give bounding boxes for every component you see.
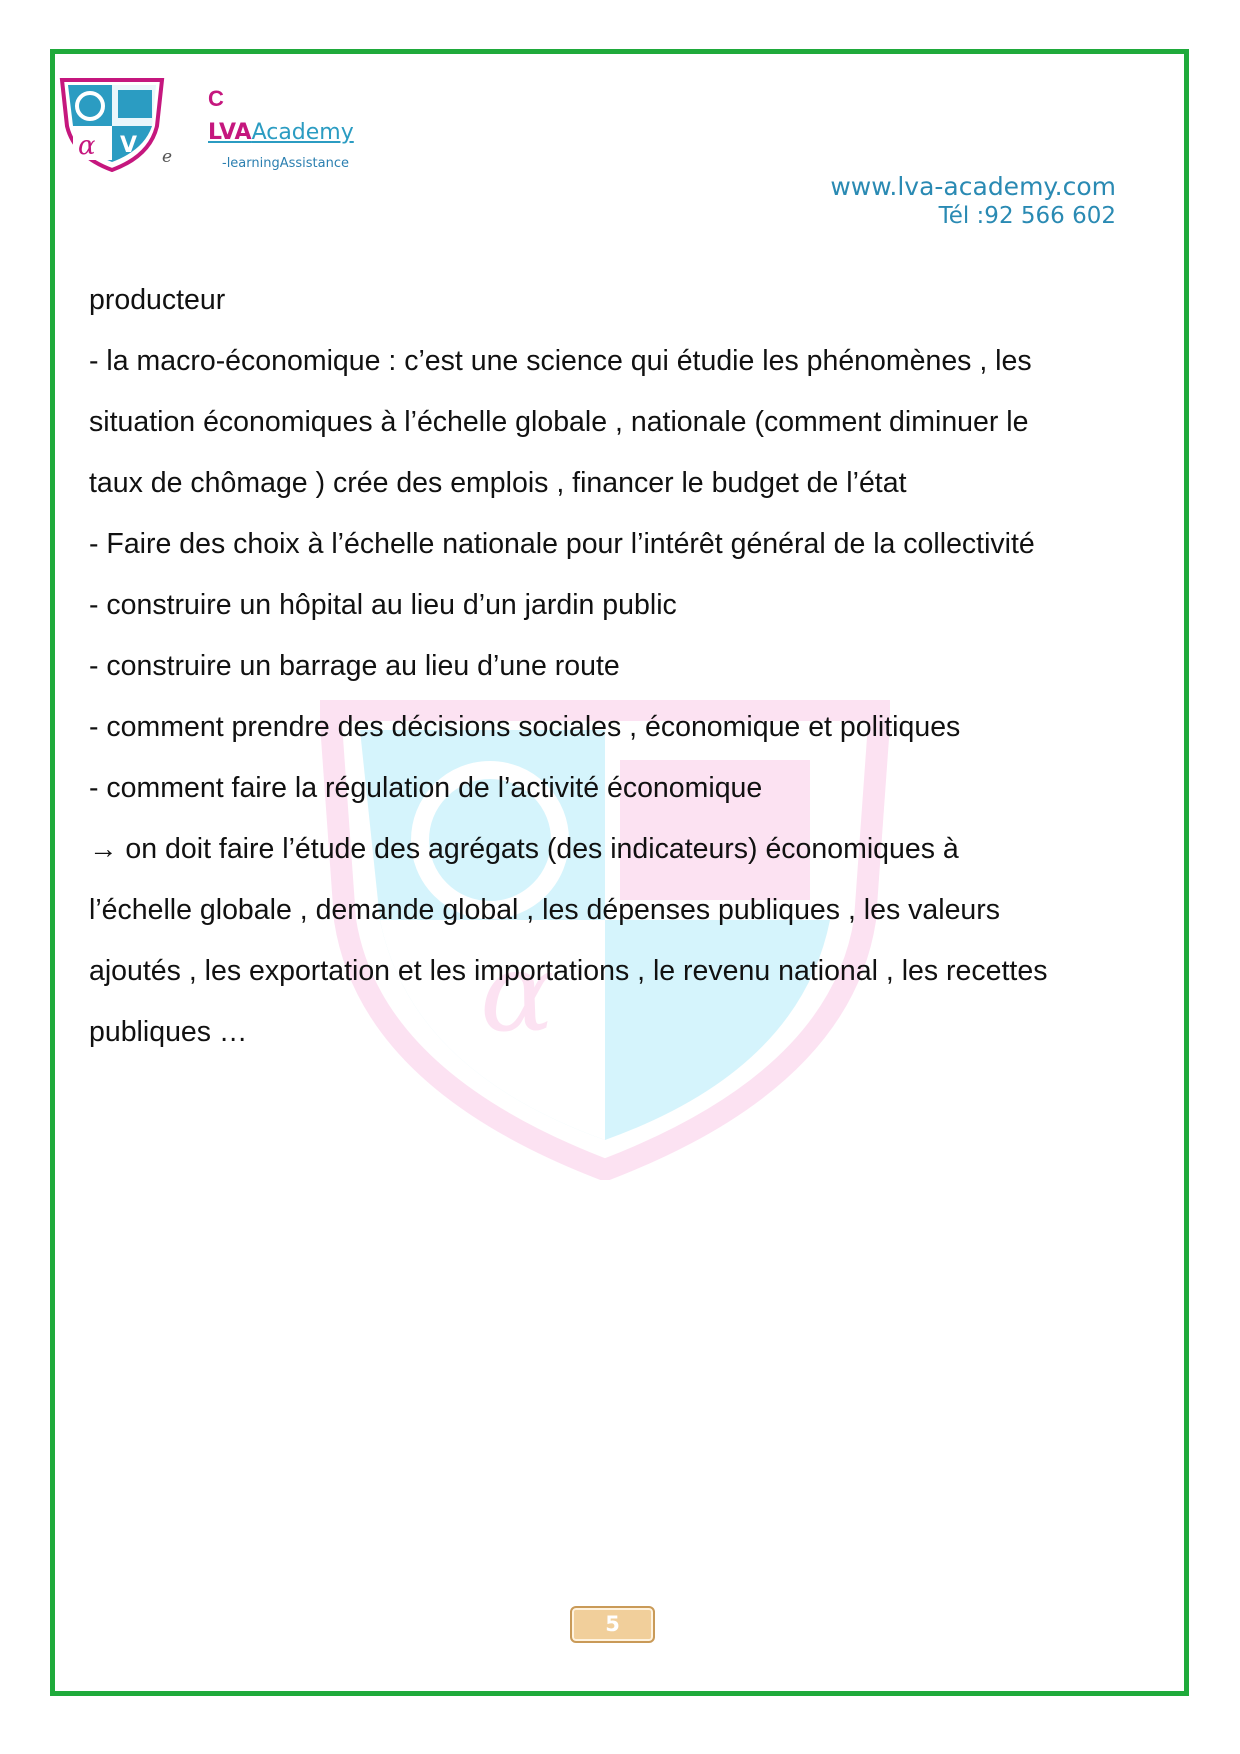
text-line: - comment prendre des décisions sociales , économique et politiques bbox=[89, 711, 961, 743]
brand-name bbox=[208, 120, 354, 145]
text-line: taux de chômage ) crée des emplois , financer le budget de l’état bbox=[89, 467, 907, 499]
text-line: situation économiques à l’échelle globale , nationale (comment diminuer le bbox=[89, 406, 1029, 438]
svg-text:V: V bbox=[120, 133, 138, 158]
brand-letter-c: C bbox=[208, 86, 224, 111]
svg-text:α: α bbox=[480, 928, 555, 1056]
text-line: producteur bbox=[89, 284, 226, 316]
text-line: l’échelle globale , demande global , les dépenses publiques , les valeurs bbox=[89, 894, 1001, 926]
phone-number: Tél :92 566 602 bbox=[938, 203, 1116, 229]
contact-block bbox=[830, 172, 1116, 230]
text-line: - construire un hôpital au lieu d’un jardin public bbox=[89, 589, 677, 621]
text-line: - construire un barrage au lieu d’une route bbox=[89, 650, 620, 682]
brand-tagline: -learningAssistance bbox=[222, 156, 349, 171]
text-line: ajoutés , les exportation et les importations , le revenu national , les recettes bbox=[89, 955, 1048, 987]
text-line: - comment faire la régulation de l’activité économique bbox=[89, 772, 763, 804]
academy-logo-icon bbox=[58, 76, 166, 172]
text-line: publiques … bbox=[89, 1016, 248, 1048]
text-line: - Faire des choix à l’échelle nationale pour l’intérêt général de la collectivité bbox=[89, 528, 1035, 560]
page-number-badge: 5 bbox=[570, 1606, 655, 1643]
website-link[interactable]: www.lva-academy.com bbox=[830, 172, 1116, 201]
brand-lva: LVA bbox=[208, 120, 252, 145]
brand-academy: Academy bbox=[251, 120, 354, 145]
body-text bbox=[89, 270, 1149, 1063]
text-line: - la macro-économique : c’est une science qui étudie les phénomènes , les bbox=[89, 345, 1032, 377]
svg-text:α: α bbox=[78, 131, 96, 161]
text-line: → on doit faire l’étude des agrégats (des indicateurs) économiques à bbox=[89, 833, 959, 865]
brand-letter-e: e bbox=[162, 147, 173, 167]
